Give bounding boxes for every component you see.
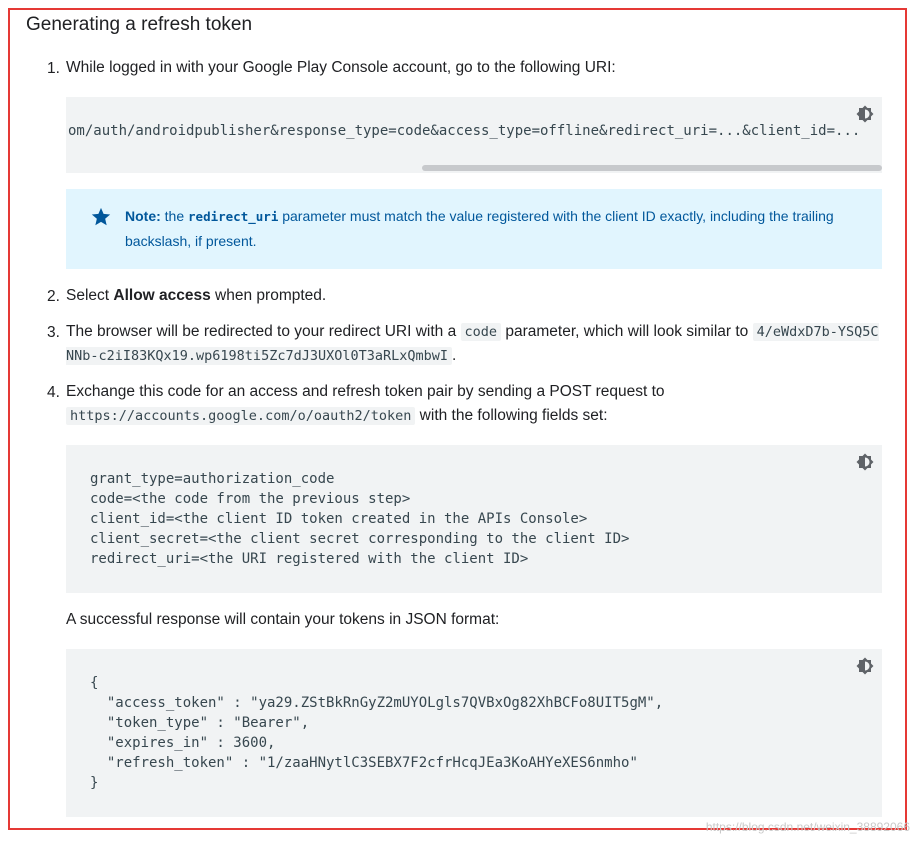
fields-code-block [66, 445, 882, 593]
step-1-number: 1. [47, 60, 60, 77]
note-pre: the [160, 208, 189, 224]
note-callout [66, 189, 882, 269]
json-code-block [66, 649, 882, 817]
watermark: https://blog.csdn.net/weixin_38892066 [705, 820, 910, 834]
step-4-post: with the following fields set: [415, 407, 608, 424]
star-icon [90, 206, 112, 228]
step-4-text [66, 380, 886, 428]
fields-code: grant_type=authorization_code code=<the code from the previous step> client_id=<the client ID token created in the APIs Console> client_secret=<the client secret corresponding to the client ID> redirect_uri=<the URI registered with the client ID> [90, 471, 630, 567]
response-intro: A successful response will contain your tokens in JSON format: [66, 611, 500, 628]
note-post: parameter must match the value registered with the client ID exactly, including the trailing backslash, if present. [125, 208, 834, 249]
step-4-number: 4. [47, 384, 60, 401]
note-text [125, 204, 855, 253]
step-2-number: 2. [47, 288, 60, 305]
json-code: { "access_token" : "ya29.ZStBkRnGyZ2mUYOLgls7QVBxOg82XhBCFo8UIT5gM", "token_type" : "Bearer", "expires_in" : 3600, "refresh_token" : "1/zaaHNytlC3SEBX7F2cfrHcqJEa3KoAHYeXES6nmho" } [90, 675, 664, 791]
uri-code: om/auth/androidpublisher&response_type=code&access_type=offline&redirect_uri=...&client_id=... [68, 123, 861, 139]
step-3-text [66, 320, 886, 368]
step-4-pre: Exchange this code for an access and refresh token pair by sending a POST request to [66, 383, 665, 400]
brightness-icon[interactable] [856, 657, 874, 675]
brightness-icon[interactable] [856, 453, 874, 471]
note-label: Note: [125, 208, 161, 224]
step-3-example-code: 4/eWdxD7b-YSQ5CNNb-c2iI83KQx19.wp6198ti5Zc7dJ3UXOl0T3aRLxQmbwI [66, 324, 879, 364]
section-title: Generating a refresh token [26, 14, 253, 35]
step-2-bold: Allow access [113, 287, 211, 304]
note-code: redirect_uri [188, 209, 279, 224]
step-2-post: when prompted. [210, 287, 327, 304]
step-2-text [66, 284, 886, 308]
step-1-text: While logged in with your Google Play Console account, go to the following URI: [66, 59, 616, 76]
step-3-mid: parameter, which will look similar to [501, 323, 753, 340]
uri-code-block [66, 97, 882, 173]
step-2-pre: Select [66, 287, 114, 304]
step-3-number: 3. [47, 324, 60, 341]
step-3-post: . [452, 347, 457, 364]
step-3-code: code [461, 323, 502, 341]
step-3-pre: The browser will be redirected to your redirect URI with a [66, 323, 461, 340]
scrollbar-thumb[interactable] [422, 165, 882, 171]
horizontal-scrollbar[interactable] [66, 163, 882, 173]
step-4-url-code: https://accounts.google.com/o/oauth2/token [66, 407, 415, 425]
